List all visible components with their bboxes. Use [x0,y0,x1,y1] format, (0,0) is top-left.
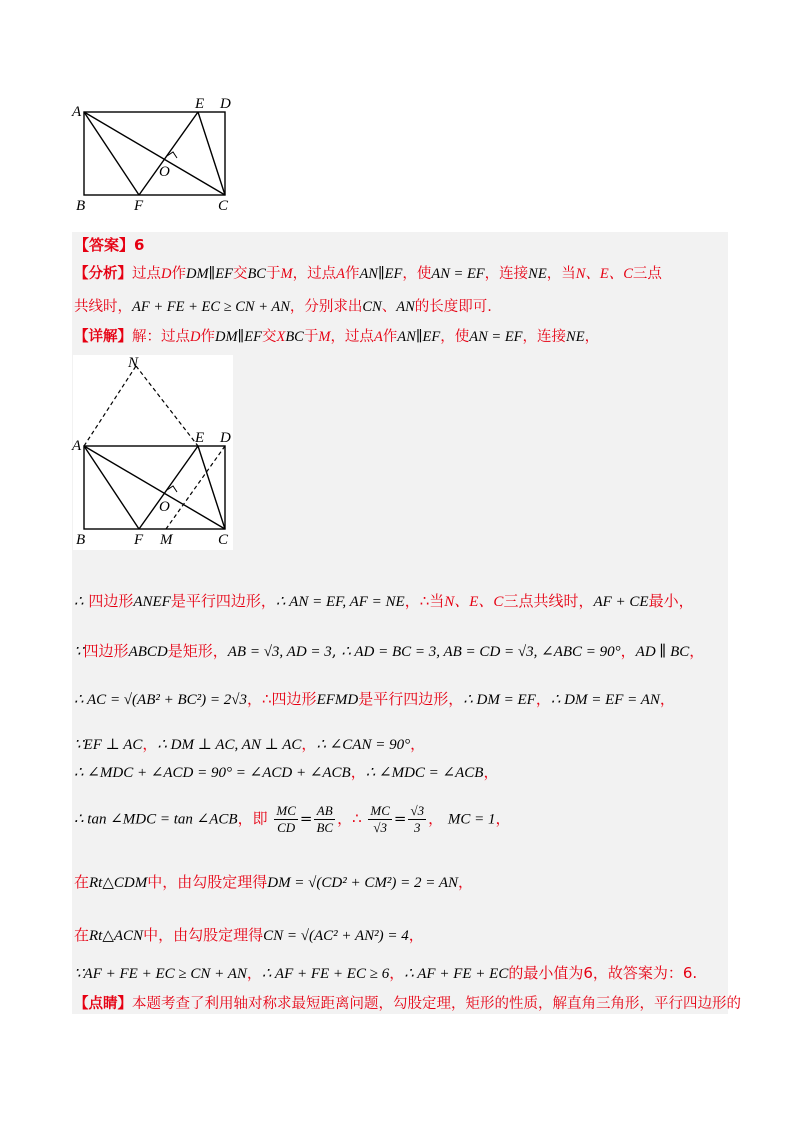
step-text: 是平行四边形， [358,690,464,708]
math-inequality: AF + FE + EC ≥ CN + AN [132,299,290,315]
math-triangle-cdm: Rt△CDM [89,875,148,891]
step-text: 是平行四边形， [170,592,276,610]
denominator: CD [277,820,296,835]
math-tan-equal: ∴ tan ∠MDC = tan ∠ACB [74,811,238,828]
math-an-parallel-ef: AN∥EF [359,266,403,282]
step-text: ，∴ [337,809,362,828]
step-text: ， [495,809,511,828]
analysis-text: 三点 [632,266,662,282]
label-a: A [72,438,82,454]
math-angle-equal: ∴ ∠MDC = ∠ACB [365,765,484,781]
solution-step-2: ∵四边形ABCD是矩形，AB = √3, AD = 3, ∴ AD = BC = 3, AB = CD = √3, ∠ABC = 90°，AD ∥ BC， [74,642,705,660]
segment-af [84,112,139,195]
comment-tag: 【点睛】 [74,996,132,1012]
step-text: ， [246,964,262,982]
points-nec: N、E、C [575,266,633,282]
solution-step-6 [74,803,511,836]
math-an-eq-ef-af-eq-ne: ∴ AN = EF, AF = NE [275,594,405,610]
denominator: √3 [373,820,387,835]
step-text: ， [689,642,705,660]
point-a: A [373,329,383,345]
label-c: C [218,532,229,548]
comment-line [74,993,741,1015]
math-an-eq-ef: AN = EF [469,329,523,345]
point-x: X [276,329,286,345]
diagonal-ac [84,446,225,529]
label-f: F [134,532,144,548]
segment-ec [198,112,225,195]
fraction-sqrt3-3 [408,803,426,836]
math-ab-ad-values: AB = √3, AD = 3 [227,644,332,660]
solution-step-3 [74,688,675,711]
answer-panel [72,232,728,1014]
segment-fe [139,446,198,529]
label-f: F [134,198,144,214]
analysis-text: ，过点 [292,266,337,282]
solution-step-9 [74,962,697,985]
point-d: D [190,329,201,345]
solution-step-5 [74,761,498,784]
solution-step-1 [74,590,694,613]
analysis-text: ，连接 [484,266,529,282]
detail-text: 作 [382,329,398,345]
step-text: 四边形 [88,592,134,610]
step-text: ， [483,763,499,781]
detail-text: 交 [261,329,277,345]
numerator: AB [314,803,335,820]
analysis-line-1 [74,263,662,285]
diagonal-ac [84,112,225,195]
detail-text: 作 [200,329,215,345]
comment-text: 本题考查了利用轴对称求最短距离问题，勾股定理，矩形的性质，解直角三角形，平行四边形的 [132,996,741,1012]
analysis-text: 于 [265,266,281,282]
step-text: ， [535,690,551,708]
dashed-an [84,366,136,446]
analysis-text: ，分别求出 [289,299,363,315]
step-text: 最小， [648,592,694,610]
analysis-text: 交 [232,266,248,282]
step-text: 三点共线时， [503,592,594,610]
math-sum: ∴ AF + FE + EC [404,966,509,982]
label-n: N [128,355,139,371]
math-dm-parallel-ef: DM∥EF [214,329,262,345]
detail-text: 解：过点 [132,329,190,345]
label-b: B [76,198,86,214]
math-ne: NE [528,266,547,282]
step-text: 中，由勾股定理得 [147,873,268,891]
math-dm-eq-ef: ∴ DM = EF [463,692,536,708]
math-bc: BC [285,329,304,345]
equals-sign: = [299,809,313,828]
label-a: A [72,104,82,120]
label-o: O [159,164,170,180]
math-triangle-acn: Rt△ACN [89,928,144,944]
solution-step-7 [74,871,473,894]
analysis-text: 、 [381,299,397,315]
label-d: D [220,96,231,112]
point-a: A [336,266,345,282]
math-an: AN [396,299,415,315]
label-m: M [160,532,173,548]
analysis-text: ，当 [546,266,576,282]
math-rectangle-properties: ∴ AD = BC = 3, AB = CD = √3, ∠ABC = 90° [341,644,621,660]
segment-fe [139,112,198,195]
analysis-text: 的长度即可. [414,299,492,315]
math-an-parallel-ef: AN∥EF [397,329,441,345]
because-symbol: ∵ [74,644,84,660]
points-nec: N、E、C [444,594,504,610]
numerator: MC [370,803,390,818]
detail-line [74,326,599,348]
math-dm-perp-ac: ∴ DM ⊥ AC, AN ⊥ AC [157,737,302,753]
step-text: ， [301,735,317,753]
math-cn-pythagoras: CN = √(AC² + AN²) = 4 [263,928,409,944]
step-text: ， [408,926,424,944]
fraction-mc-cd [274,803,298,836]
fraction-ab-bc [314,803,335,836]
step-text: 在 [74,926,90,944]
math-abcd: ABCD [128,644,168,660]
step-text: ，∴ [247,690,272,708]
denominator: 3 [414,820,421,835]
math-ne: NE [566,329,585,345]
detail-text: ，连接 [522,329,567,345]
step-text: 当 [429,592,445,610]
label-o: O [159,499,170,515]
answer-line [74,234,144,256]
math-ad-parallel-bc: AD ∥ BC [635,644,690,660]
step-text: ， [410,735,426,753]
analysis-text: 作 [344,266,360,282]
step-text: 中，由勾股定理得 [143,926,264,944]
step-text: 是矩形， [167,642,228,660]
step-text: ， [458,873,474,891]
math-af-plus-ce: AF + CE [593,594,649,610]
answer-value: 6 [134,236,145,254]
step-text: ， [428,809,444,828]
step-text: 四边形 [271,690,317,708]
math-sum-ge-6: ∴ AF + FE + EC ≥ 6 [261,966,390,982]
detail-text: ，使 [440,329,470,345]
analysis-text: 共线时， [74,299,132,315]
step-text: 在 [74,873,90,891]
math-bc: BC [247,266,266,282]
math-efmd: EFMD [316,692,359,708]
step-text: ， [142,735,158,753]
figure-2-construction-diagram [70,355,240,550]
label-d: D [220,430,231,446]
step-text: ，即 [237,809,268,828]
math-ac-length: ∴ AC = √(AB² + BC²) = 2√3 [74,692,247,708]
numerator: MC [276,803,296,818]
point-d: D [161,266,172,282]
therefore-symbol: ∴ [74,594,84,610]
math-cn: CN [362,299,382,315]
analysis-text: 过点 [132,266,161,282]
step-text: ， [620,642,636,660]
segment-ec [198,446,225,529]
detail-text: ， [584,329,600,345]
label-b: B [76,532,86,548]
math-angle-can: ∴ ∠CAN = 90° [316,737,411,753]
point-m: M [318,329,331,345]
solution-step-4 [74,733,425,756]
answer-tag: 【答案】 [74,236,135,254]
math-mc-value: MC = 1 [447,811,496,828]
label-c: C [218,198,229,214]
analysis-text: ，使 [402,266,432,282]
analysis-line-2 [74,296,492,318]
math-dm-parallel-ef: DM∥EF [185,266,233,282]
math-angle-sum: ∴ ∠MDC + ∠ACD = 90° = ∠ACD + ∠ACB [74,765,351,781]
step-text: ， [350,763,366,781]
solution-step-8 [74,924,424,947]
label-e: E [195,430,205,446]
dashed-ne [136,366,198,446]
figure-1-rectangle-diagram [70,92,240,217]
denominator: BC [316,820,334,835]
math-dm-eq-ef-eq-an: ∴ DM = EF = AN [550,692,660,708]
math-dm-pythagoras: DM = √(CD² + CM²) = 2 = AN [267,875,459,891]
dashed-dm [166,446,225,529]
fraction-mc-sqrt3 [368,803,392,836]
segment-af [84,446,139,529]
math-sum-inequality: ∵AF + FE + EC ≥ CN + AN [74,966,247,982]
step-text: ， [659,690,675,708]
math-an-eq-ef: AN = EF [431,266,485,282]
step-text: ， [389,964,405,982]
step-text: ，∴ [404,592,430,610]
step-text: 四边形 [83,642,129,660]
detail-text: ，过点 [330,329,374,345]
step-text: 的最小值为6，故答案为：6. [508,964,698,982]
detail-tag: 【详解】 [74,329,132,345]
equals-sign: = [393,809,407,828]
math-ef-perp-ac: ∵EF ⊥ AC [74,737,143,753]
math-anef: ANEF [133,594,171,610]
detail-text: 于 [303,329,319,345]
label-e: E [195,96,205,112]
analysis-text: 作 [171,266,186,282]
analysis-tag: 【分析】 [74,266,132,282]
point-m: M [280,266,293,282]
numerator: √3 [410,803,425,818]
